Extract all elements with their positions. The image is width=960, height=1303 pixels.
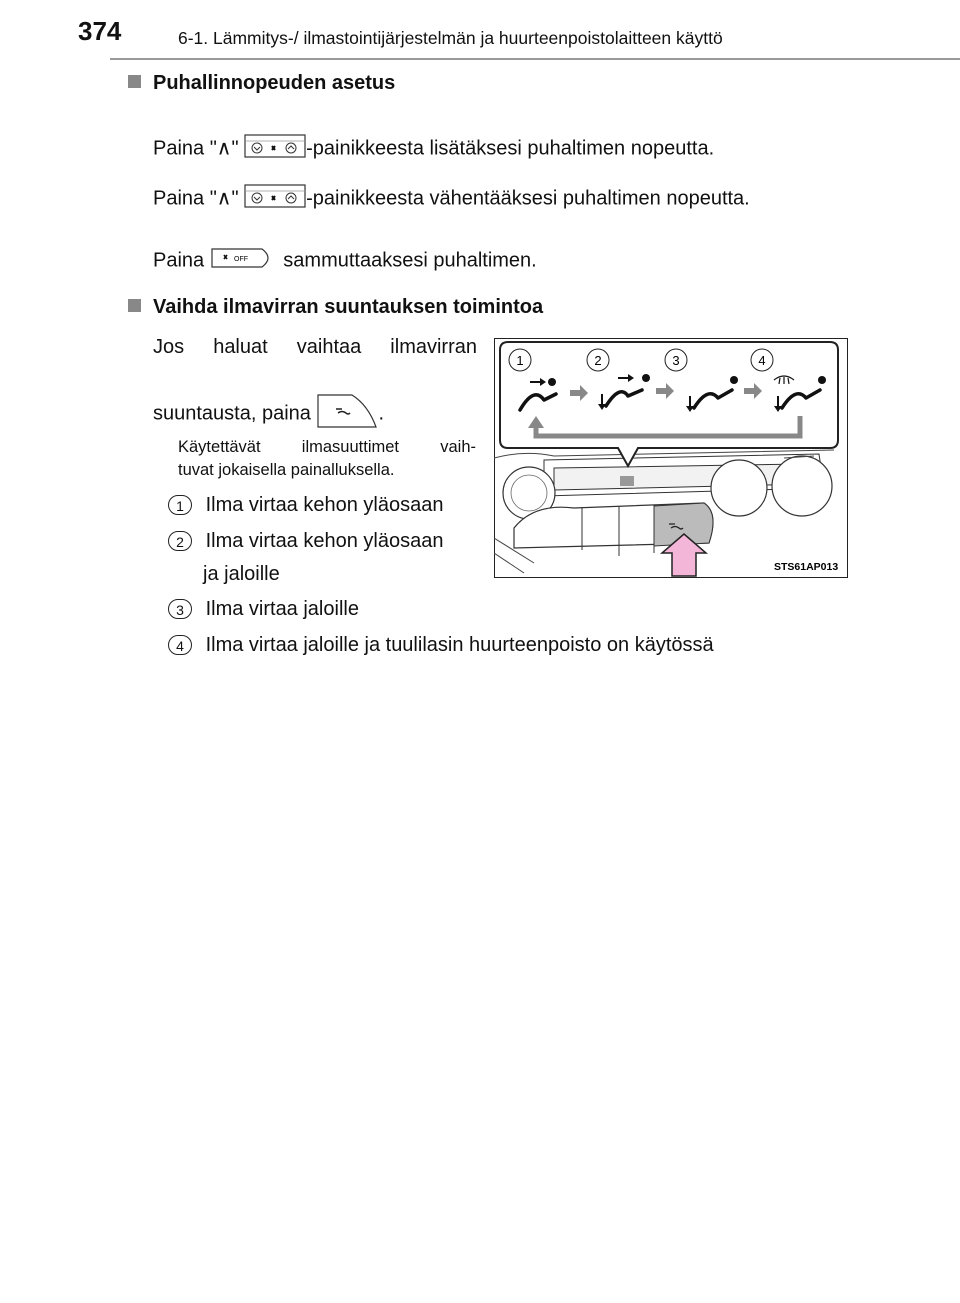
list-item: 2 Ilma virtaa kehon yläosaan (168, 530, 443, 553)
airflow-illustration (494, 338, 848, 578)
header-divider (110, 58, 960, 60)
fan-off-button-icon (210, 245, 278, 277)
section-bullet-icon (128, 299, 141, 312)
list-item: 4 Ilma virtaa jaloille ja tuulilasin huurteenpoisto on käytössä (168, 634, 714, 657)
chapter-title: 6-1. Lämmitys-/ ilmastointijärjestelmän ja huurteenpoistolaitteen käyttö (178, 28, 723, 48)
illustration-code: STS61AP013 (774, 561, 839, 573)
fan-speed-heading: Puhallinnopeuden asetus (128, 72, 395, 95)
svg-text:OFF: OFF (233, 256, 248, 263)
airflow-text-line1: Jos haluat vaihtaa ilmavirran (153, 336, 477, 358)
fan-speed-decrease-line: Paina "∧" -painikkeesta vähentääksesi puhaltimen nopeutta. (153, 184, 750, 214)
airflow-mode-button-icon (316, 391, 378, 437)
section-bullet-icon (128, 75, 141, 88)
fan-off-line: Paina OFF sammuttaaksesi puhaltimen. (153, 245, 537, 277)
airflow-note (178, 436, 476, 482)
item-number-badge: 4 (168, 635, 192, 655)
airflow-text-line2: suuntausta, paina . (153, 391, 384, 437)
fan-speed-increase-line: Paina "∧" -painikkeesta lisätäksesi puhaltimen nopeutta. (153, 134, 714, 164)
mode-number-2: 2 (594, 353, 602, 368)
item-number-badge: 2 (168, 531, 192, 551)
fan-speed-button-icon (244, 134, 306, 164)
airflow-note-line1: Käytettävät ilmasuuttimet vaih- (178, 438, 476, 456)
fan-speed-button-icon (244, 184, 306, 214)
airflow-heading: Vaihda ilmavirran suuntauksen toimintoa (128, 296, 543, 319)
item-number-badge: 1 (168, 495, 192, 515)
page-number: 374 (78, 16, 122, 46)
list-item: 3 Ilma virtaa jaloille (168, 598, 359, 621)
list-item-continuation: ja jaloille (203, 563, 280, 585)
item-number-badge: 3 (168, 599, 192, 619)
mode-number-1: 1 (516, 353, 524, 368)
mode-number-3: 3 (672, 353, 680, 368)
mode-number-4: 4 (758, 353, 766, 368)
list-item: 1 Ilma virtaa kehon yläosaan (168, 494, 443, 517)
airflow-note-line2: tuvat jokaisella painalluksella. (178, 461, 395, 479)
